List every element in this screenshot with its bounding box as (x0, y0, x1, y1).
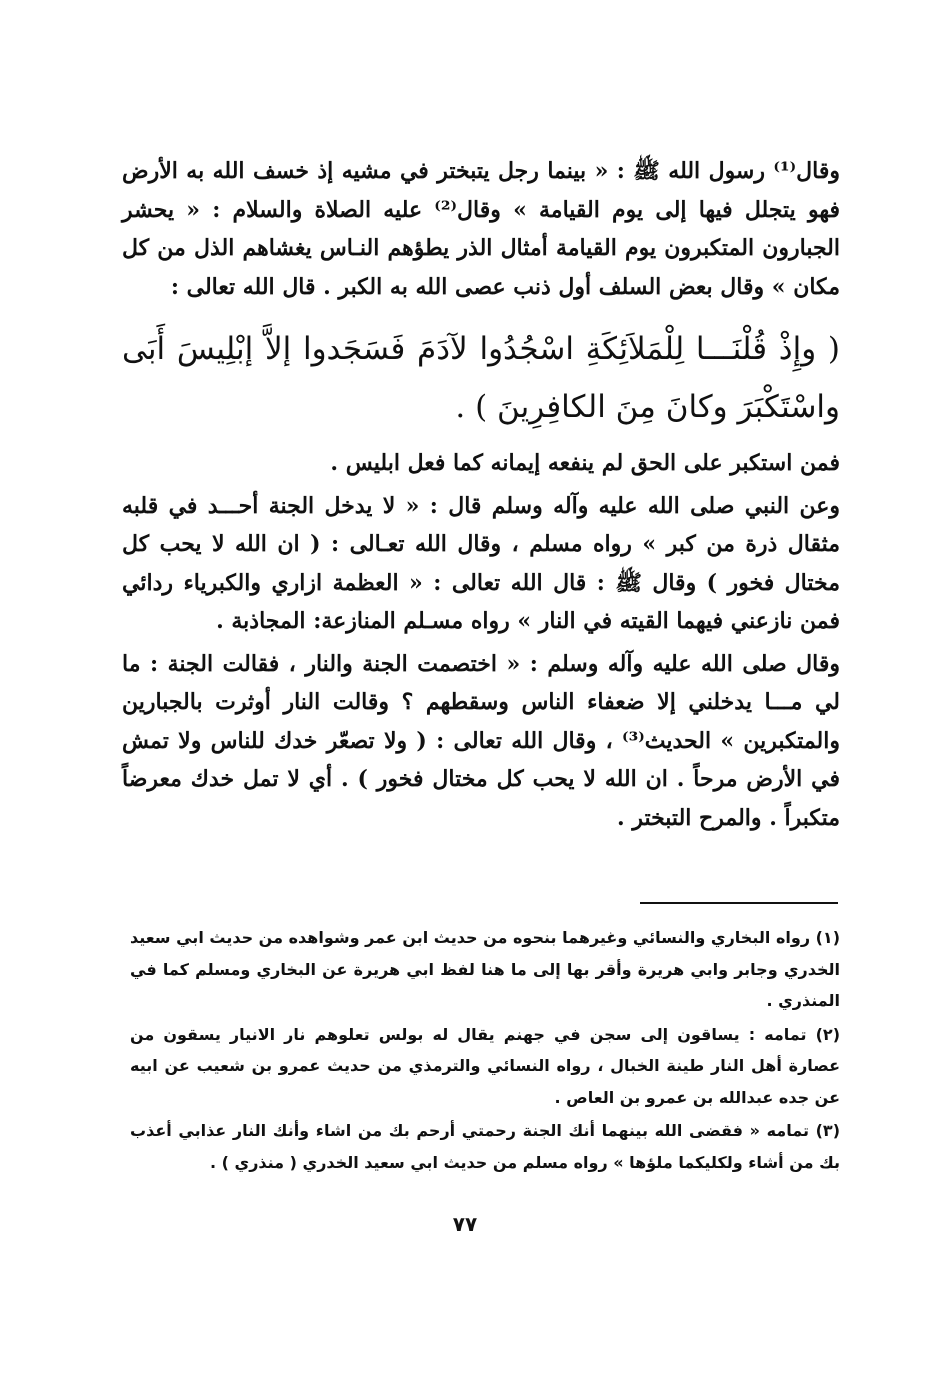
main-text (122, 152, 840, 837)
footnotes (130, 922, 840, 1178)
paragraph-iblis: فمن استكبر على الحق لم ينفعه إيمانه كما فعل ابليس . (330, 450, 840, 476)
page-number: ٧٧ (452, 1212, 478, 1236)
footnote-2: (٢) تمامه : يساقون إلى سجن في جهنم يقال له بولس تعلوهم نار الانيار يسقون من عصارة أهل النار طينة الخبال ، رواه النسائي والترمذي من حديث عمرو بن شعيب عن ابيه عن جده عبدالله بن عمرو بن العاص . (130, 1024, 840, 1107)
paragraph-hadith-kibr: وعن النبي صلى الله عليه وآله وسلم قال : « لا يدخل الجنة أحـــد في قلبه مثقال ذرة من كبر » رواه مسلم ، وقال الله تعـالى : ( ان الله لا يحب كل مختال فخور ) وقال ﷺ : قال الله تعالى : « العظمة ازاري والكبرياء ردائي فمن نازعني فيهما القيته في النار » رواه مسـلم المنازعة: المجاذبة . (122, 492, 840, 634)
paragraph-hadith-paradise-fire: وقال صلى الله عليه وآله وسلم : « اختصمت الجنة والنار ، فقالت الجنة : ما لي مـــا يدخلني إلا ضعفاء الناس وسقطهم ؟ وقالت النار أوثرت بالجبارين والمتكبرين » الحديث⁽³⁾ ، وقال الله تعالى : ( ولا تصعّر خدك للناس ولا تمش في الأرض مرحاً . ان الله لا يحب كل مختال فخور ) . أي لا تمل خدك معرضاً متكبراً . والمرح التبختر . (122, 650, 840, 831)
quran-verse: ( وإِذْ قُلْنَـــا لِلْمَلاَئِكَةِ اسْجُدُوا لآدَمَ فَسَجَدوا إلاَّ إبْلِيسَ أَبَى واسْتَكْبَرَ وكانَ مِنَ الكافِرِينَ ) . (122, 331, 840, 425)
paragraph-hadith-pride: وقال⁽¹⁾ رسول الله ﷺ : « بينما رجل يتبختر في مشيه إذ خسف الله به الأرض فهو يتجلل فيها إلى يوم القيامة » وقال⁽²⁾ عليه الصلاة والسلام : « يحشر الجبارون المتكبرون يوم القيامة أمثال الذر يطؤهم النـاس يغشاهم الذل من كل مكان » وقال بعض السلف أول ذنب عصى الله به الكبر . قال الله تعالى : (122, 158, 841, 300)
footnote-divider (640, 902, 838, 904)
footnote-1: (١) رواه البخاري والنسائي وغيرهما بنحوه من حديث ابن عمر وشواهده من حديث ابي سعيد الخدري وجابر وابي هريرة وأقر بها إلى ما هنا لفظ ابي هريرة عن البخاري ومسلم كما في المنذري . (130, 928, 840, 1010)
footnote-3: (٣) تمامه « فقضى الله بينهما أنك الجنة رحمتي أرحم بك من اشاء وأنك النار عذابي أعذب بك من أشاء ولكليكما ملؤها » رواه مسلم من حديث ابي سعيد الخدري ( منذري ) . (130, 1121, 840, 1172)
